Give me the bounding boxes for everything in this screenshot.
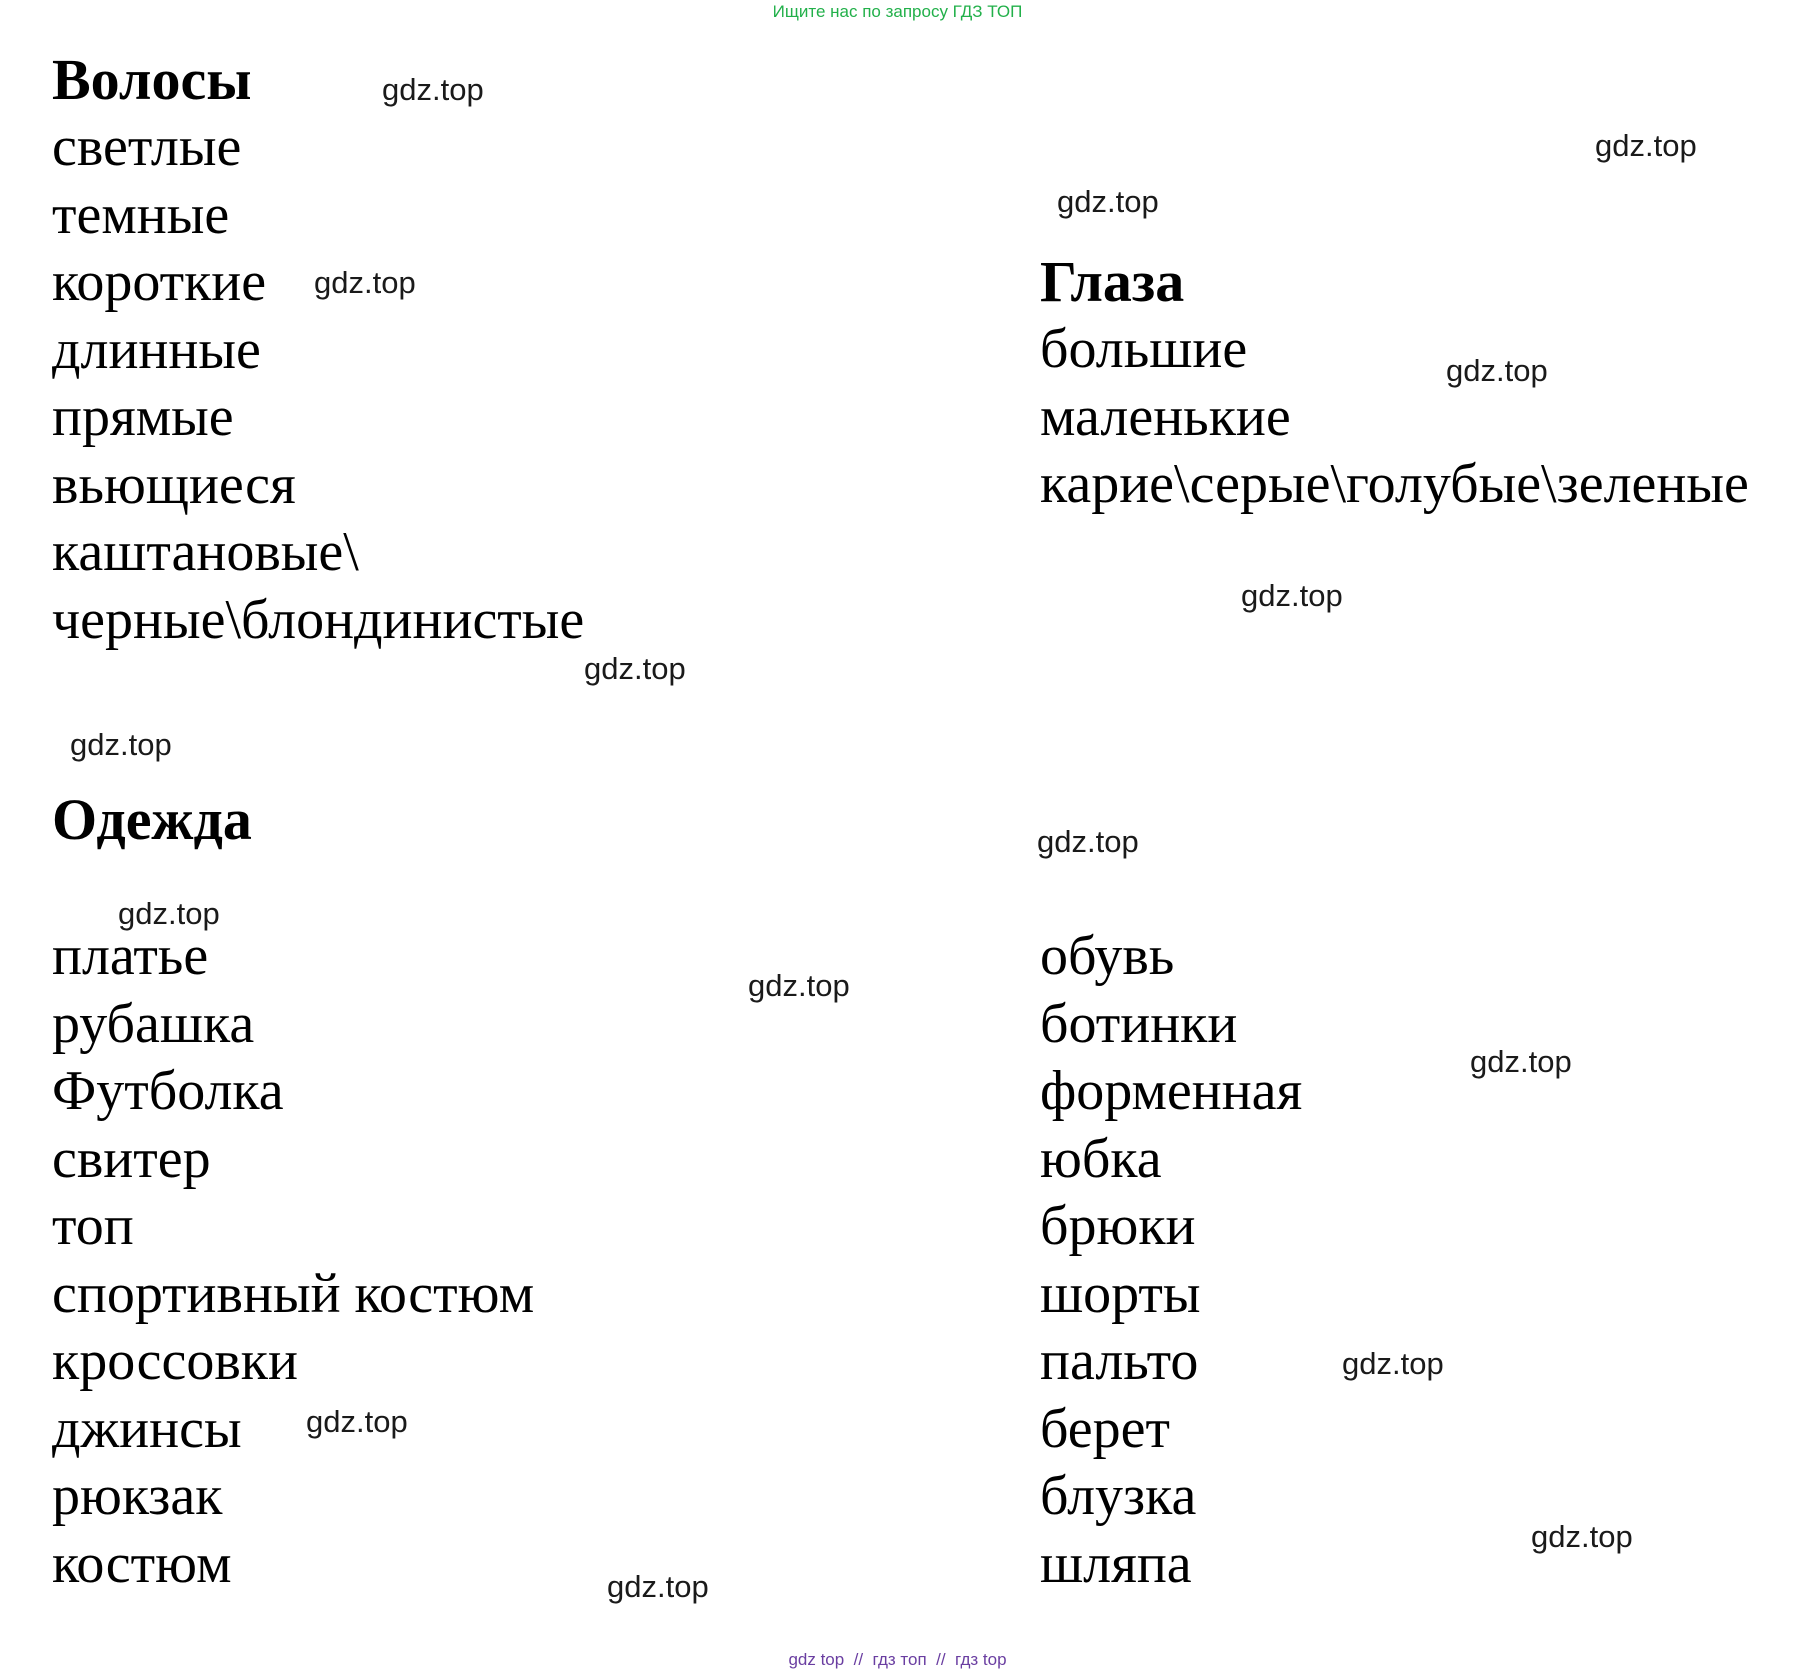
clothes-item: рубашка (52, 992, 255, 1055)
hair-item: каштановые\ (52, 521, 359, 583)
clothes-item: обувь (1040, 925, 1175, 987)
watermark: gdz.top (1057, 184, 1159, 219)
watermark: gdz.top (1446, 353, 1548, 388)
clothes-item: платье (52, 925, 209, 987)
hair-item: черные\блондинистые (52, 588, 585, 651)
clothes-item: берет (1040, 1397, 1170, 1460)
clothes-item: блузка (1040, 1465, 1197, 1527)
clothes-item: Футболка (52, 1060, 284, 1122)
clothes-item: юбка (1040, 1127, 1162, 1190)
clothes-item: ботинки (1040, 992, 1238, 1055)
clothes-item: форменная (1040, 1060, 1303, 1122)
clothes-item: шляпа (1040, 1532, 1192, 1595)
clothes-left-list (52, 923, 534, 1598)
hair-item: вьющиеся (52, 453, 296, 516)
watermark: gdz.top (584, 651, 686, 686)
hair-item: прямые (52, 386, 234, 448)
watermark: gdz.top (118, 896, 220, 931)
hair-section (52, 46, 584, 654)
eyes-section (1040, 248, 1749, 519)
watermark: gdz.top (1531, 1519, 1633, 1554)
clothes-item: топ (52, 1195, 134, 1257)
clothes-item: пальто (1040, 1330, 1199, 1392)
watermark: gdz.top (1470, 1044, 1572, 1079)
top-banner: Ищите нас по запросу ГДЗ ТОП (772, 2, 1023, 21)
clothes-right-list (1040, 923, 1302, 1598)
watermark: gdz.top (748, 968, 850, 1003)
hair-item: короткие (52, 251, 267, 313)
eyes-item: маленькие (1040, 385, 1291, 448)
watermark: gdz.top (1342, 1346, 1444, 1381)
watermark: gdz.top (1037, 824, 1139, 859)
clothes-item: брюки (1040, 1195, 1196, 1257)
clothes-item: костюм (52, 1532, 232, 1595)
eyes-item: большие (1040, 318, 1248, 380)
watermark: gdz.top (70, 727, 172, 762)
clothes-item: кроссовки (52, 1330, 298, 1392)
clothes-item: шорты (1040, 1262, 1201, 1325)
clothes-heading-wrap (52, 786, 252, 854)
hair-item: длинные (52, 318, 261, 381)
hair-item: светлые (52, 116, 242, 178)
watermark: gdz.top (382, 72, 484, 107)
clothes-item: свитер (52, 1127, 211, 1190)
eyes-item: карие\серые\голубые\зеленые (1040, 453, 1749, 515)
watermark: gdz.top (1595, 128, 1697, 163)
watermark: gdz.top (607, 1569, 709, 1604)
watermark: gdz.top (306, 1404, 408, 1439)
clothes-item: джинсы (52, 1397, 242, 1460)
footer-watermark: gdz top // гдз топ // гдз top (788, 1650, 1007, 1669)
hair-heading: Волосы (52, 47, 252, 112)
clothes-item: рюкзак (52, 1465, 223, 1527)
clothes-heading: Одежда (52, 787, 252, 852)
clothes-item: спортивный костюм (52, 1262, 535, 1325)
watermark: gdz.top (314, 265, 416, 300)
eyes-heading: Глаза (1040, 249, 1185, 314)
hair-item: темные (52, 183, 230, 246)
watermark: gdz.top (1241, 578, 1343, 613)
